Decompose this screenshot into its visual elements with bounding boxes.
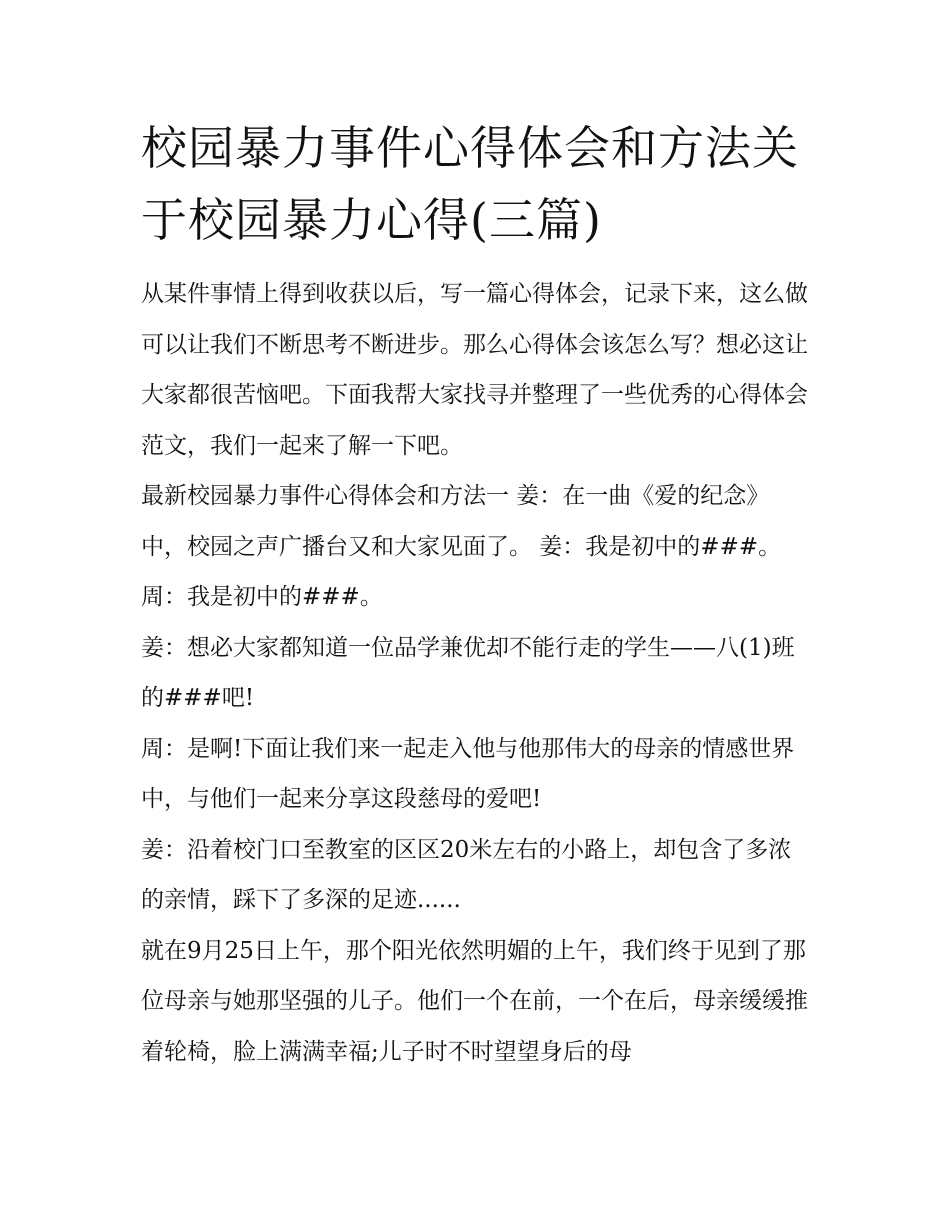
paragraph-zhou-mother-love: 周：是啊!下面让我们来一起走入他与他那伟大的母亲的情感世界中，与他们一起来分享这段慈母的爱吧! [141, 735, 795, 812]
paragraph-broadcast-opening: 最新校园暴力事件心得体会和方法一 姜：在一曲《爱的纪念》中，校园之声广播台又和大家见面了。 姜：我是初中的###。 周：我是初中的###。 [141, 483, 782, 610]
document-title: 校园暴力事件心得体会和方法关于校园暴力心得(三篇) [141, 121, 799, 247]
paragraph-september-morning: 就在9月25日上午，那个阳光依然明媚的上午，我们终于见到了那位母亲与她那坚强的儿子。他们一个在前，一个在后，母亲缓缓推着轮椅，脸上满满幸福;儿子时不时望望身后的母 [141, 937, 808, 1065]
paragraph-jiang-student: 姜：想必大家都知道一位品学兼优却不能行走的学生——八(1)班的###吧! [141, 634, 795, 711]
paragraph-intro: 从某件事情上得到收获以后，写一篇心得体会，记录下来，这么做可以让我们不断思考不断进步。那么心得体会该怎么写？想必这让大家都很苦恼吧。下面我帮大家找寻并整理了一些优秀的心得体会范文，我们一起来了解一下吧。 [141, 281, 808, 459]
paragraph-jiang-road: 姜：沿着校门口至教室的区区20米左右的小路上，却包含了多浓的亲情，踩下了多深的足迹...... [141, 836, 792, 913]
document-body [141, 112, 813, 1077]
